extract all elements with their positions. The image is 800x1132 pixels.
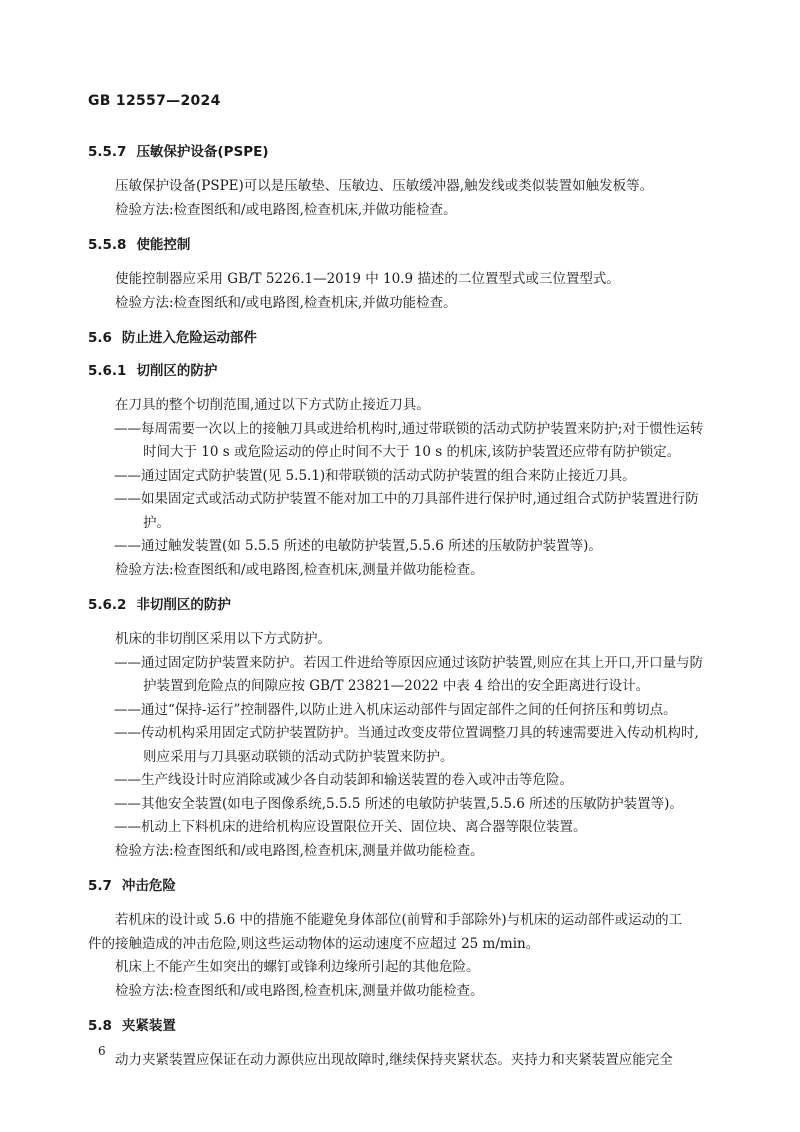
section-number: 5.6.2 — [88, 597, 127, 613]
standard-code: GB 12557—2024 — [88, 93, 221, 109]
dash-list-item: ——每周需要一次以上的接触刀具或进给机构时,通过带联锁的活动式防护装置来防护;对于惯性运转时间大于 10 s 或危险运动的停止时间不大于 10 s 的机床,该防护装置还应带有防护锁定。 — [114, 420, 704, 460]
paragraph: 检验方法:检查图纸和/或电路图,检查机床,并做功能检查。 — [115, 294, 457, 311]
dash-list-item: ——通过“保持-运行”控制器件,以防止进入机床运动部件与固定部件之间的任何挤压和剪切点。 — [114, 701, 677, 718]
dash-list-item: ——其他安全装置(如电子图像系统,5.5.5 所述的电敏防护装置,5.5.6 所述的压敏防护装置等)。 — [114, 795, 683, 812]
paragraph: 使能控制器应采用 GB/T 5226.1—2019 中 10.9 描述的二位置型式或三位置型式。 — [115, 271, 620, 287]
section-heading — [88, 1016, 712, 1036]
section-title: 夹紧装置 — [121, 1018, 176, 1034]
paragraph: 动力夹紧装置应保证在动力源供应出现故障时,继续保持夹紧状态。夹持力和夹紧装置应能完全 — [115, 1052, 673, 1068]
paragraph: 在刀具的整个切削范围,通过以下方式防止接近刀具。 — [115, 397, 430, 413]
section-number: 5.7 — [88, 878, 112, 894]
paragraph: 检验方法:检查图纸和/或电路图,检查机床,并做功能检查。 — [115, 201, 457, 218]
section-number: 5.6.1 — [88, 363, 127, 379]
dash-list-item: ——通过固定防护装置来防护。若因工件进给等原因应通过该防护装置,则应在其上开口,开口量与防护装置到危险点的间隙应按 GB/T 23821—2022 中表 4 给出的安全距离进行设计。 — [114, 654, 704, 694]
section-heading — [88, 142, 712, 162]
section-heading — [88, 876, 712, 896]
paragraph: 机床上不能产生如突出的螺钉或锋利边缘所引起的其他危险。 — [115, 959, 480, 975]
paragraph: 若机床的设计或 5.6 中的措施不能避免身体部位(前臂和手部除外)与机床的运动部件或运动的工 — [115, 912, 683, 928]
dash-list-item: ——生产线设计时应消除或减少各自动装卸和输送装置的卷入或冲击等危险。 — [114, 772, 573, 788]
document-body — [88, 142, 712, 1073]
section-heading — [88, 595, 712, 615]
section-heading — [88, 361, 712, 381]
section-title: 切削区的防护 — [136, 363, 218, 379]
dash-list-item: ——传动机构采用固定式防护装置防护。当通过改变皮带位置调整刀具的转速需要进入传动机构时,则应采用与刀具驱动联锁的活动式防护装置来防护。 — [114, 725, 699, 765]
paragraph: 机床的非切削区采用以下方式防护。 — [115, 631, 331, 647]
section-title: 使能控制 — [136, 237, 191, 253]
section-heading — [88, 235, 712, 255]
dash-list-item: ——机动上下料机床的进给机构应设置限位开关、固位块、离合器等限位装置。 — [114, 819, 587, 835]
dash-list-item: ——通过固定式防护装置(见 5.5.1)和带联锁的活动式防护装置的组合来防止接近刀具。 — [114, 467, 636, 484]
paragraph: 检验方法:检查图纸和/或电路图,检查机床,测量并做功能检查。 — [115, 561, 484, 578]
section-title: 非切削区的防护 — [136, 597, 231, 613]
dash-list-item: ——通过触发装置(如 5.5.5 所述的电敏防护装置,5.5.6 所述的压敏防护装置等)。 — [114, 538, 602, 554]
section-number: 5.8 — [88, 1018, 112, 1034]
section-heading — [88, 328, 712, 348]
section-number: 5.5.8 — [88, 237, 127, 253]
page-number: 6 — [98, 1044, 106, 1058]
paragraph: 检验方法:检查图纸和/或电路图,检查机床,测量并做功能检查。 — [115, 842, 484, 859]
section-number: 5.5.7 — [88, 144, 127, 160]
section-number: 5.6 — [88, 330, 112, 346]
section-title: 防止进入危险运动部件 — [121, 330, 257, 346]
section-title: 压敏保护设备(PSPE) — [136, 144, 269, 160]
dash-list-item: ——如果固定式或活动式防护装置不能对加工中的刀具部件进行保护时,通过组合式防护装置进行防护。 — [114, 491, 699, 531]
paragraph-continuation: 件的接触造成的冲击危险,则这些运动物体的运动速度不应超过 25 m/min。 — [88, 935, 540, 952]
section-title: 冲击危险 — [121, 878, 176, 894]
paragraph: 检验方法:检查图纸和/或电路图,检查机床,测量并做功能检查。 — [115, 982, 484, 999]
paragraph: 压敏保护设备(PSPE)可以是压敏垫、压敏边、压敏缓冲器,触发线或类似装置如触发板等。 — [115, 178, 654, 194]
